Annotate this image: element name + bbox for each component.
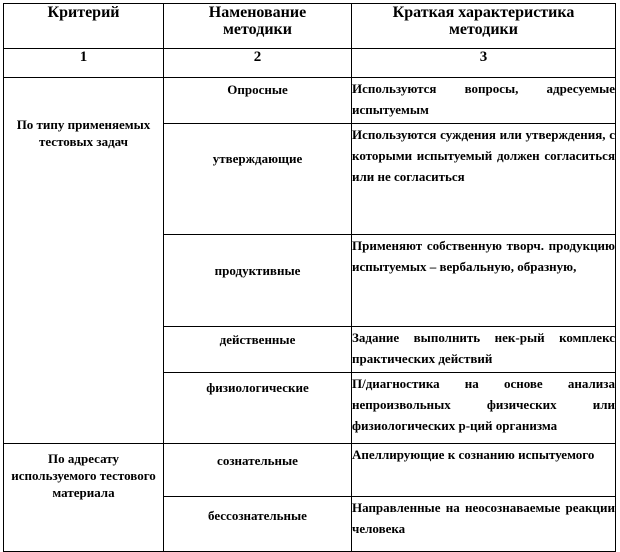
column-numbers-row	[4, 49, 616, 78]
criterion-cell: По адресату используемого тестового материала	[4, 444, 164, 552]
method-name: продуктивные	[164, 235, 352, 327]
method-name: бессознательные	[164, 497, 352, 552]
method-description: Используются суждения или утверждения, с которыми испытуемый должен согласиться или не согласиться	[352, 124, 616, 235]
method-name: действенные	[164, 327, 352, 373]
method-name: сознательные	[164, 444, 352, 497]
method-description: Направленные на неосознаваемые реакции человека	[352, 497, 616, 552]
column-number: 2	[164, 49, 352, 78]
header-criterion: Критерий	[4, 4, 164, 49]
method-description: Применяют собственную творч. продукцию испытуемых – вербальную, образную,	[352, 235, 616, 327]
method-name: Опросные	[164, 78, 352, 124]
method-name: физиологические	[164, 373, 352, 444]
method-description: Используются вопросы, адресуемые испытуемым	[352, 78, 616, 124]
method-description: Задание выполнить нек-рый комплекс практических действий	[352, 327, 616, 373]
column-number: 1	[4, 49, 164, 78]
header-description: Краткая характеристика методики	[352, 4, 616, 49]
header-row	[4, 4, 616, 49]
method-name: утверждающие	[164, 124, 352, 235]
table-row	[4, 78, 616, 124]
method-description: П/диагностика на основе анализа непроизвольных физических или физиологических р-ций организма	[352, 373, 616, 444]
table-row	[4, 444, 616, 497]
criterion-cell: По типу применяемых тестовых задач	[4, 78, 164, 444]
header-method-name: Наменование методики	[164, 4, 352, 49]
methods-table	[3, 3, 616, 552]
method-description: Апеллирующие к сознанию испытуемого	[352, 444, 616, 497]
column-number: 3	[352, 49, 616, 78]
